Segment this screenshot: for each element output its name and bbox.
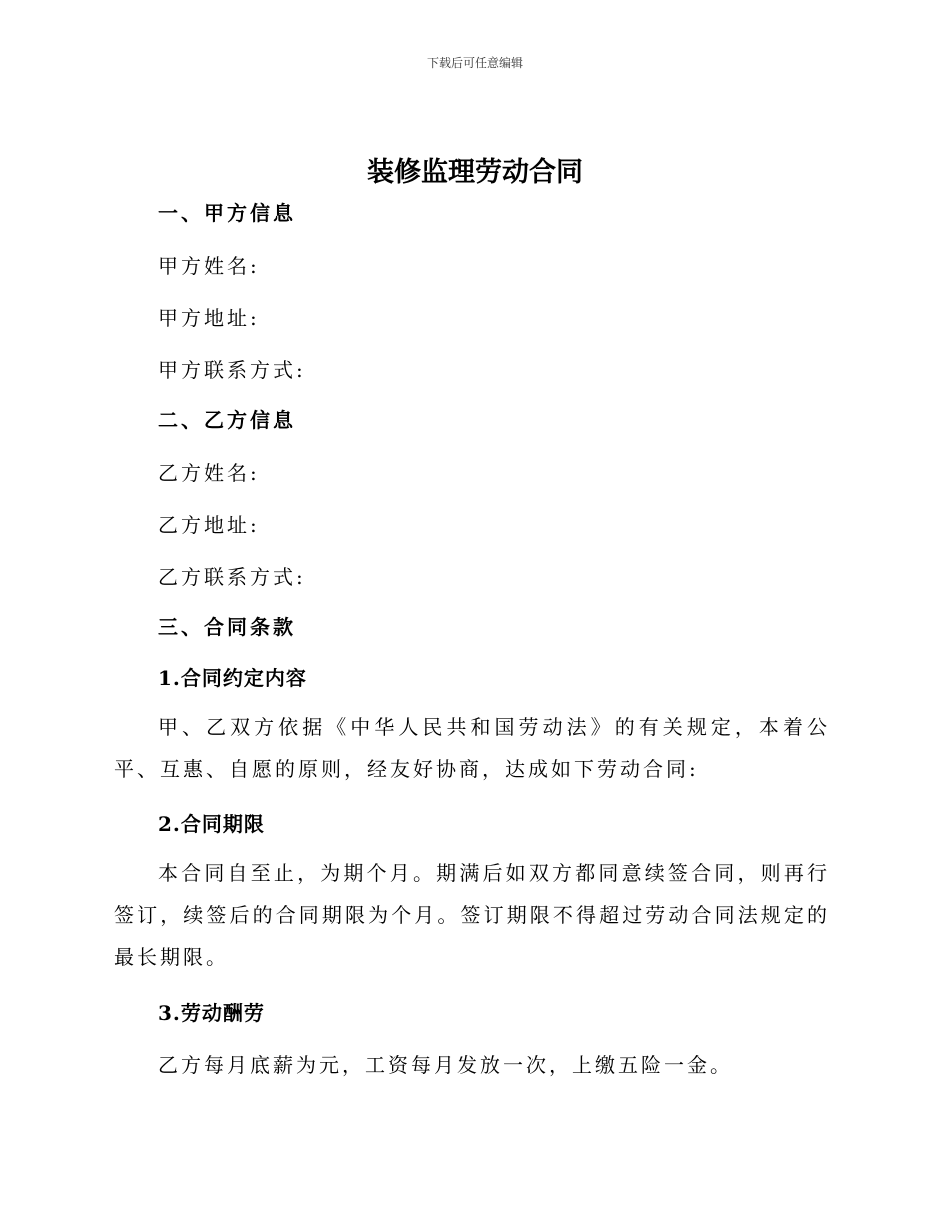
party-a-contact-label: 甲方联系方式:: [158, 358, 306, 382]
party-b-address-label: 乙方地址:: [158, 513, 260, 537]
clause-1-title: 1.合同约定内容: [158, 666, 307, 690]
party-b-contact-label: 乙方联系方式:: [158, 565, 306, 589]
party-a-address-label: 甲方地址:: [158, 306, 260, 330]
party-a-name-label: 甲方姓名:: [158, 254, 260, 278]
clause-1-text: 甲、乙双方依据《中华人民共和国劳动法》的有关规定，本着公平、互惠、自愿的原则，经友好协商，达成如下劳动合同:: [114, 715, 830, 781]
clause-3-title: 3.劳动酬劳: [158, 1001, 265, 1025]
party-b-name-label: 乙方姓名:: [158, 461, 260, 485]
clause-2-text: 本合同自至止，为期个月。期满后如双方都同意续签合同，则再行签订，续签后的合同期限为个月。签订期限不得超过劳动合同法规定的最长期限。: [114, 861, 830, 969]
header-note: 下载后可任意编辑: [426, 56, 523, 70]
section-heading-terms: 三、合同条款: [158, 615, 296, 639]
clause-2-title: 2.合同期限: [158, 812, 265, 836]
document-title: 装修监理劳动合同: [367, 157, 583, 188]
section-heading-party-b: 二、乙方信息: [158, 408, 296, 432]
section-heading-party-a: 一、甲方信息: [158, 201, 296, 225]
clause-3-text: 乙方每月底薪为元，工资每月发放一次，上缴五险一金。: [158, 1053, 733, 1077]
